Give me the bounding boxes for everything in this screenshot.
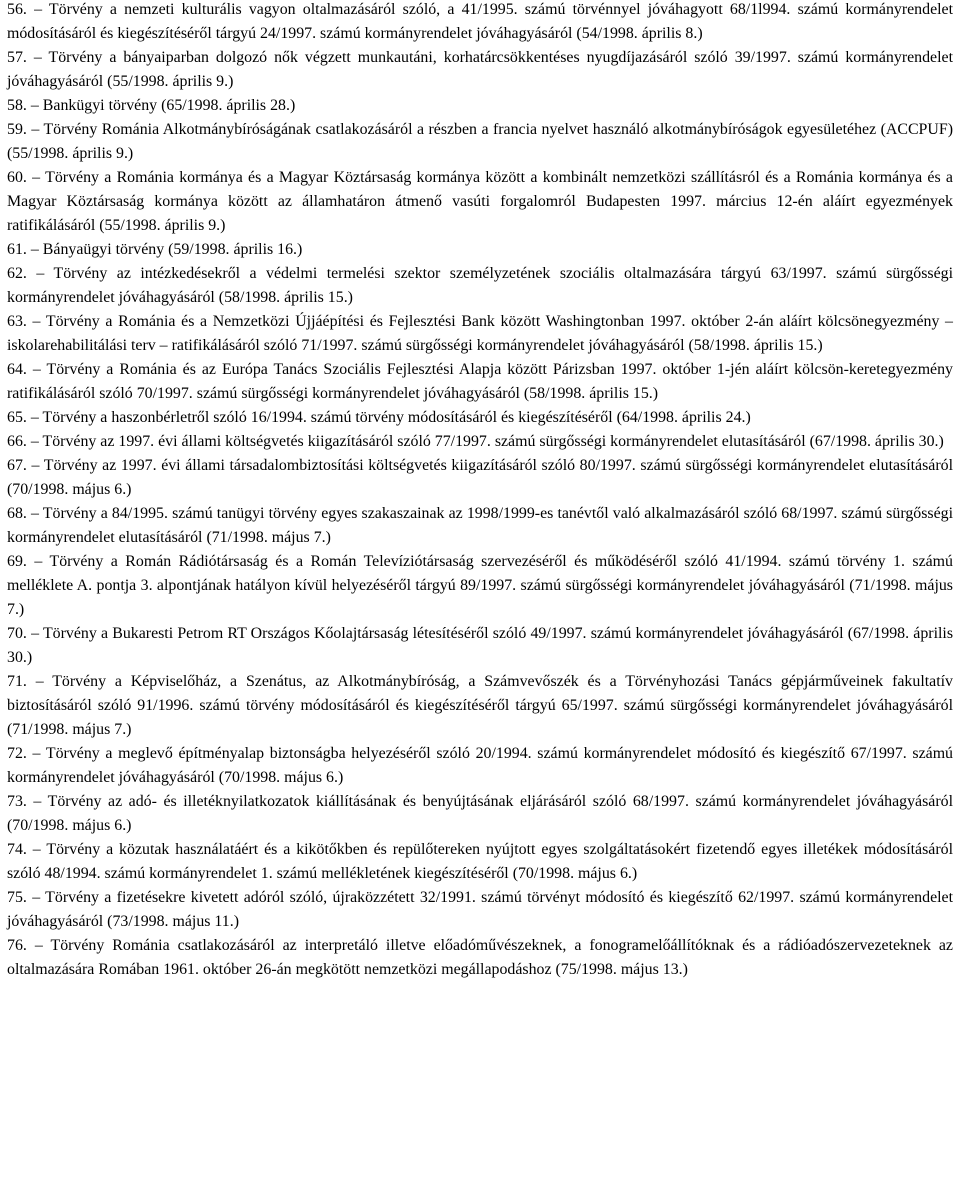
entry-dash: – xyxy=(34,937,43,954)
entry-dash: – xyxy=(30,433,39,450)
entry-text: Bányaügyi törvény (59/1998. április 16.) xyxy=(42,241,303,258)
law-entry xyxy=(7,358,953,406)
law-entry xyxy=(7,886,953,934)
entry-text: Bankügyi törvény (65/1998. április 28.) xyxy=(42,97,296,114)
entry-dash: – xyxy=(32,889,41,906)
entry-dash: – xyxy=(31,505,39,522)
entry-number: 56. xyxy=(7,1,27,18)
entry-text: Törvény az 1997. évi állami költségvetés kiigazításáról szóló 77/1997. számú sürgősségi kormányrendelet elutasításáról (67/1998. április 30.) xyxy=(42,433,944,450)
entry-number: 69. xyxy=(7,553,27,570)
law-entry xyxy=(7,742,953,790)
entry-text: Törvény a meglevő építményalap biztonságba helyezéséről szóló 20/1994. számú kormányrendelet módosító és kiegészítő 67/1997. számú kormányrendelet jóváhagyásáról (70/1998. május 6.) xyxy=(7,745,954,786)
law-entry xyxy=(7,118,953,166)
entry-dash: – xyxy=(31,457,40,474)
entry-number: 60. xyxy=(7,169,27,186)
entry-number: 59. xyxy=(7,121,27,138)
entry-number: 72. xyxy=(7,745,27,762)
law-entry xyxy=(7,0,953,46)
entry-dash: – xyxy=(32,313,41,330)
law-entry xyxy=(7,262,953,310)
entry-number: 71. xyxy=(7,673,27,690)
entry-number: 74. xyxy=(7,841,27,858)
entry-number: 57. xyxy=(7,49,27,66)
entry-dash: – xyxy=(33,793,42,810)
entry-text: Törvény a fizetésekre kivetett adóról szóló, újraközzétett 32/1991. számú törvényt módosító és kiegészítő 62/1997. számú kormányrendelet jóváhagyásáról (73/1998. május 11.) xyxy=(7,889,954,930)
entry-text: Törvény Románia Alkotmánybíróságának csatlakozásáról a részben a francia nyelvet használó alkotmánybíróságok egyesületéhez (ACCPUF) (55/1998. április 9.) xyxy=(7,121,953,162)
entry-dash: – xyxy=(30,409,39,426)
law-entry xyxy=(7,166,953,238)
entry-dash: – xyxy=(30,97,39,114)
entry-dash: – xyxy=(32,841,41,858)
entry-number: 62. xyxy=(7,265,27,282)
law-entry xyxy=(7,838,953,886)
entry-text: Törvény a Románia és az Európa Tanács Szociális Fejlesztési Alapja között Párizsban 1997. október 1-jén aláírt kölcsön-keretegyezmény ratifikálásáról szóló 70/1997. számú sürgősségi kormányrendelet jóváhagyásáról (58/1998. április 15.) xyxy=(7,361,953,402)
law-entry xyxy=(7,406,953,430)
law-entry xyxy=(7,622,953,670)
law-entry xyxy=(7,310,953,358)
entry-text: Törvény a Románia kormánya és a Magyar Köztársaság kormánya között a kombinált nemzetközi szállításról és a Románia kormánya és a Magyar Köztársaság kormánya között az államhatáron átmenő vasúti forgalomról Budapesten 1997. március 12-én aláírt egyezmények ratifikálásáról (55/1998. április 9.) xyxy=(7,169,953,234)
entry-dash: – xyxy=(30,241,39,258)
entry-dash: – xyxy=(31,625,40,642)
law-entry xyxy=(7,670,953,742)
entry-text: Törvény a bányaiparban dolgozó nők végzett munkautáni, korhatárcsökkentéses nyugdíjazásáról szóló 39/1997. számú kormányrendelet jóváhagyásáról (55/1998. április 9.) xyxy=(7,49,953,90)
entry-number: 70. xyxy=(7,625,27,642)
law-entry xyxy=(7,46,953,94)
entry-text: Törvény a 84/1995. számú tanügyi törvény egyes szakaszainak az 1998/1999-es tanévtől való alkalmazásáról szóló 68/1997. számú sürgősségi kormányrendelet elutasításáról (71/1998. május 7.) xyxy=(7,505,953,546)
entry-dash: – xyxy=(32,745,41,762)
entry-number: 58. xyxy=(7,97,27,114)
entry-dash: – xyxy=(35,673,44,690)
entry-text: Törvény a nemzeti kulturális vagyon oltalmazásáról szóló, a 41/1995. számú törvénnyel jóváhagyott 68/1l994. számú kormányrendelet módosításáról és kiegészítéséről tárgyú 24/1997. számú kormányrendelet jóváhagyásáról (54/1998. április 8.) xyxy=(7,1,954,42)
entry-text: Törvény a Román Rádiótársaság és a Román Televíziótársaság szervezéséről és működéséről szóló 41/1994. számú törvény 1. számú melléklete A. pontja 3. alpontjának hatályon kívül helyezéséről tárgyú 89/1997. számú sürgősségi kormányrendelet jóváhagyásáról (71/1998. május 7.) xyxy=(7,553,953,618)
entry-text: Törvény az intézkedésekről a védelmi termelési szektor személyzetének szociális oltalmazására tárgyú 63/1997. számú sürgősségi kormányrendelet jóváhagyásáról (58/1998. április 15.) xyxy=(7,265,953,306)
law-entry xyxy=(7,502,953,550)
entry-dash: – xyxy=(34,1,43,18)
entry-number: 73. xyxy=(7,793,27,810)
entry-text: Törvény az adó- és illetéknyilatkozatok kiállításának és benyújtásának eljárásáról szóló 68/1997. számú kormányrendelet jóváhagyásáról (70/1998. május 6.) xyxy=(7,793,953,834)
law-entry xyxy=(7,454,953,502)
law-entry xyxy=(7,934,953,982)
law-entry xyxy=(7,790,953,838)
entry-text: Törvény a közutak használatáért és a kikötőkben és repülőtereken nyújtott egyes szolgáltatásokért fizetendő egyes illetékek módosításáról szóló 48/1994. számú kormányrendelet 1. számú mellékletének kiegészítéséről (70/1998. május 6.) xyxy=(7,841,953,882)
law-entry xyxy=(7,94,953,118)
entry-number: 66. xyxy=(7,433,27,450)
entry-text: Törvény a Bukaresti Petrom RT Országos Kőolajtársaság létesítéséről szóló 49/1997. számú kormányrendelet jóváhagyásáról (67/1998. április 30.) xyxy=(7,625,954,666)
entry-dash: – xyxy=(32,169,41,186)
entry-number: 63. xyxy=(7,313,27,330)
entry-text: Törvény Románia csatlakozásáról az interpretáló illetve előadóművészeknek, a fonogramelőállítóknak és a rádióadószervezeteknek az oltalmazására Romában 1961. október 26-án megkötött nemzetközi megállapodáshoz (75/1998. május 13.) xyxy=(7,937,953,978)
law-entry xyxy=(7,238,953,262)
entry-number: 65. xyxy=(7,409,27,426)
entry-dash: – xyxy=(31,121,40,138)
entry-number: 76. xyxy=(7,937,27,954)
entry-text: Törvény a Románia és a Nemzetközi Újjáépítési és Fejlesztési Bank között Washingtonban 1997. október 2-án aláírt kölcsönegyezmény – iskolarehabilitálási terv – ratifikálásáról szóló 71/1997. számú sürgősségi kormányrendelet jóváhagyásáról (58/1998. április 15.) xyxy=(7,313,953,354)
entry-dash: – xyxy=(34,553,43,570)
entry-text: Törvény az 1997. évi állami társadalombiztosítási költségvetés kiigazításáról szóló 80/1997. számú sürgősségi kormányrendelet elutasításáról (70/1998. május 6.) xyxy=(7,457,953,498)
entry-dash: – xyxy=(32,361,41,378)
entry-dash: – xyxy=(36,265,45,282)
entry-number: 68. xyxy=(7,505,27,522)
entry-text: Törvény a haszonbérletről szóló 16/1994. számú törvény módosításáról és kiegészítéséről (64/1998. április 24.) xyxy=(42,409,751,426)
law-entry xyxy=(7,550,953,622)
entry-number: 64. xyxy=(7,361,27,378)
law-entry xyxy=(7,430,953,454)
entry-text: Törvény a Képviselőház, a Szenátus, az Alkotmánybíróság, a Számvevőszék és a Törvényhozási Tanács gépjárműveinek fakultatív biztosításáról szóló 91/1996. számú törvény módosításáról és kiegészítéséről tárgyú 65/1997. számú sürgősségi kormányrendelet jóváhagyásáról (71/1998. május 7.) xyxy=(7,673,953,738)
entry-number: 61. xyxy=(7,241,27,258)
entry-number: 75. xyxy=(7,889,27,906)
entry-dash: – xyxy=(33,49,42,66)
entry-number: 67. xyxy=(7,457,27,474)
law-list xyxy=(7,0,953,982)
